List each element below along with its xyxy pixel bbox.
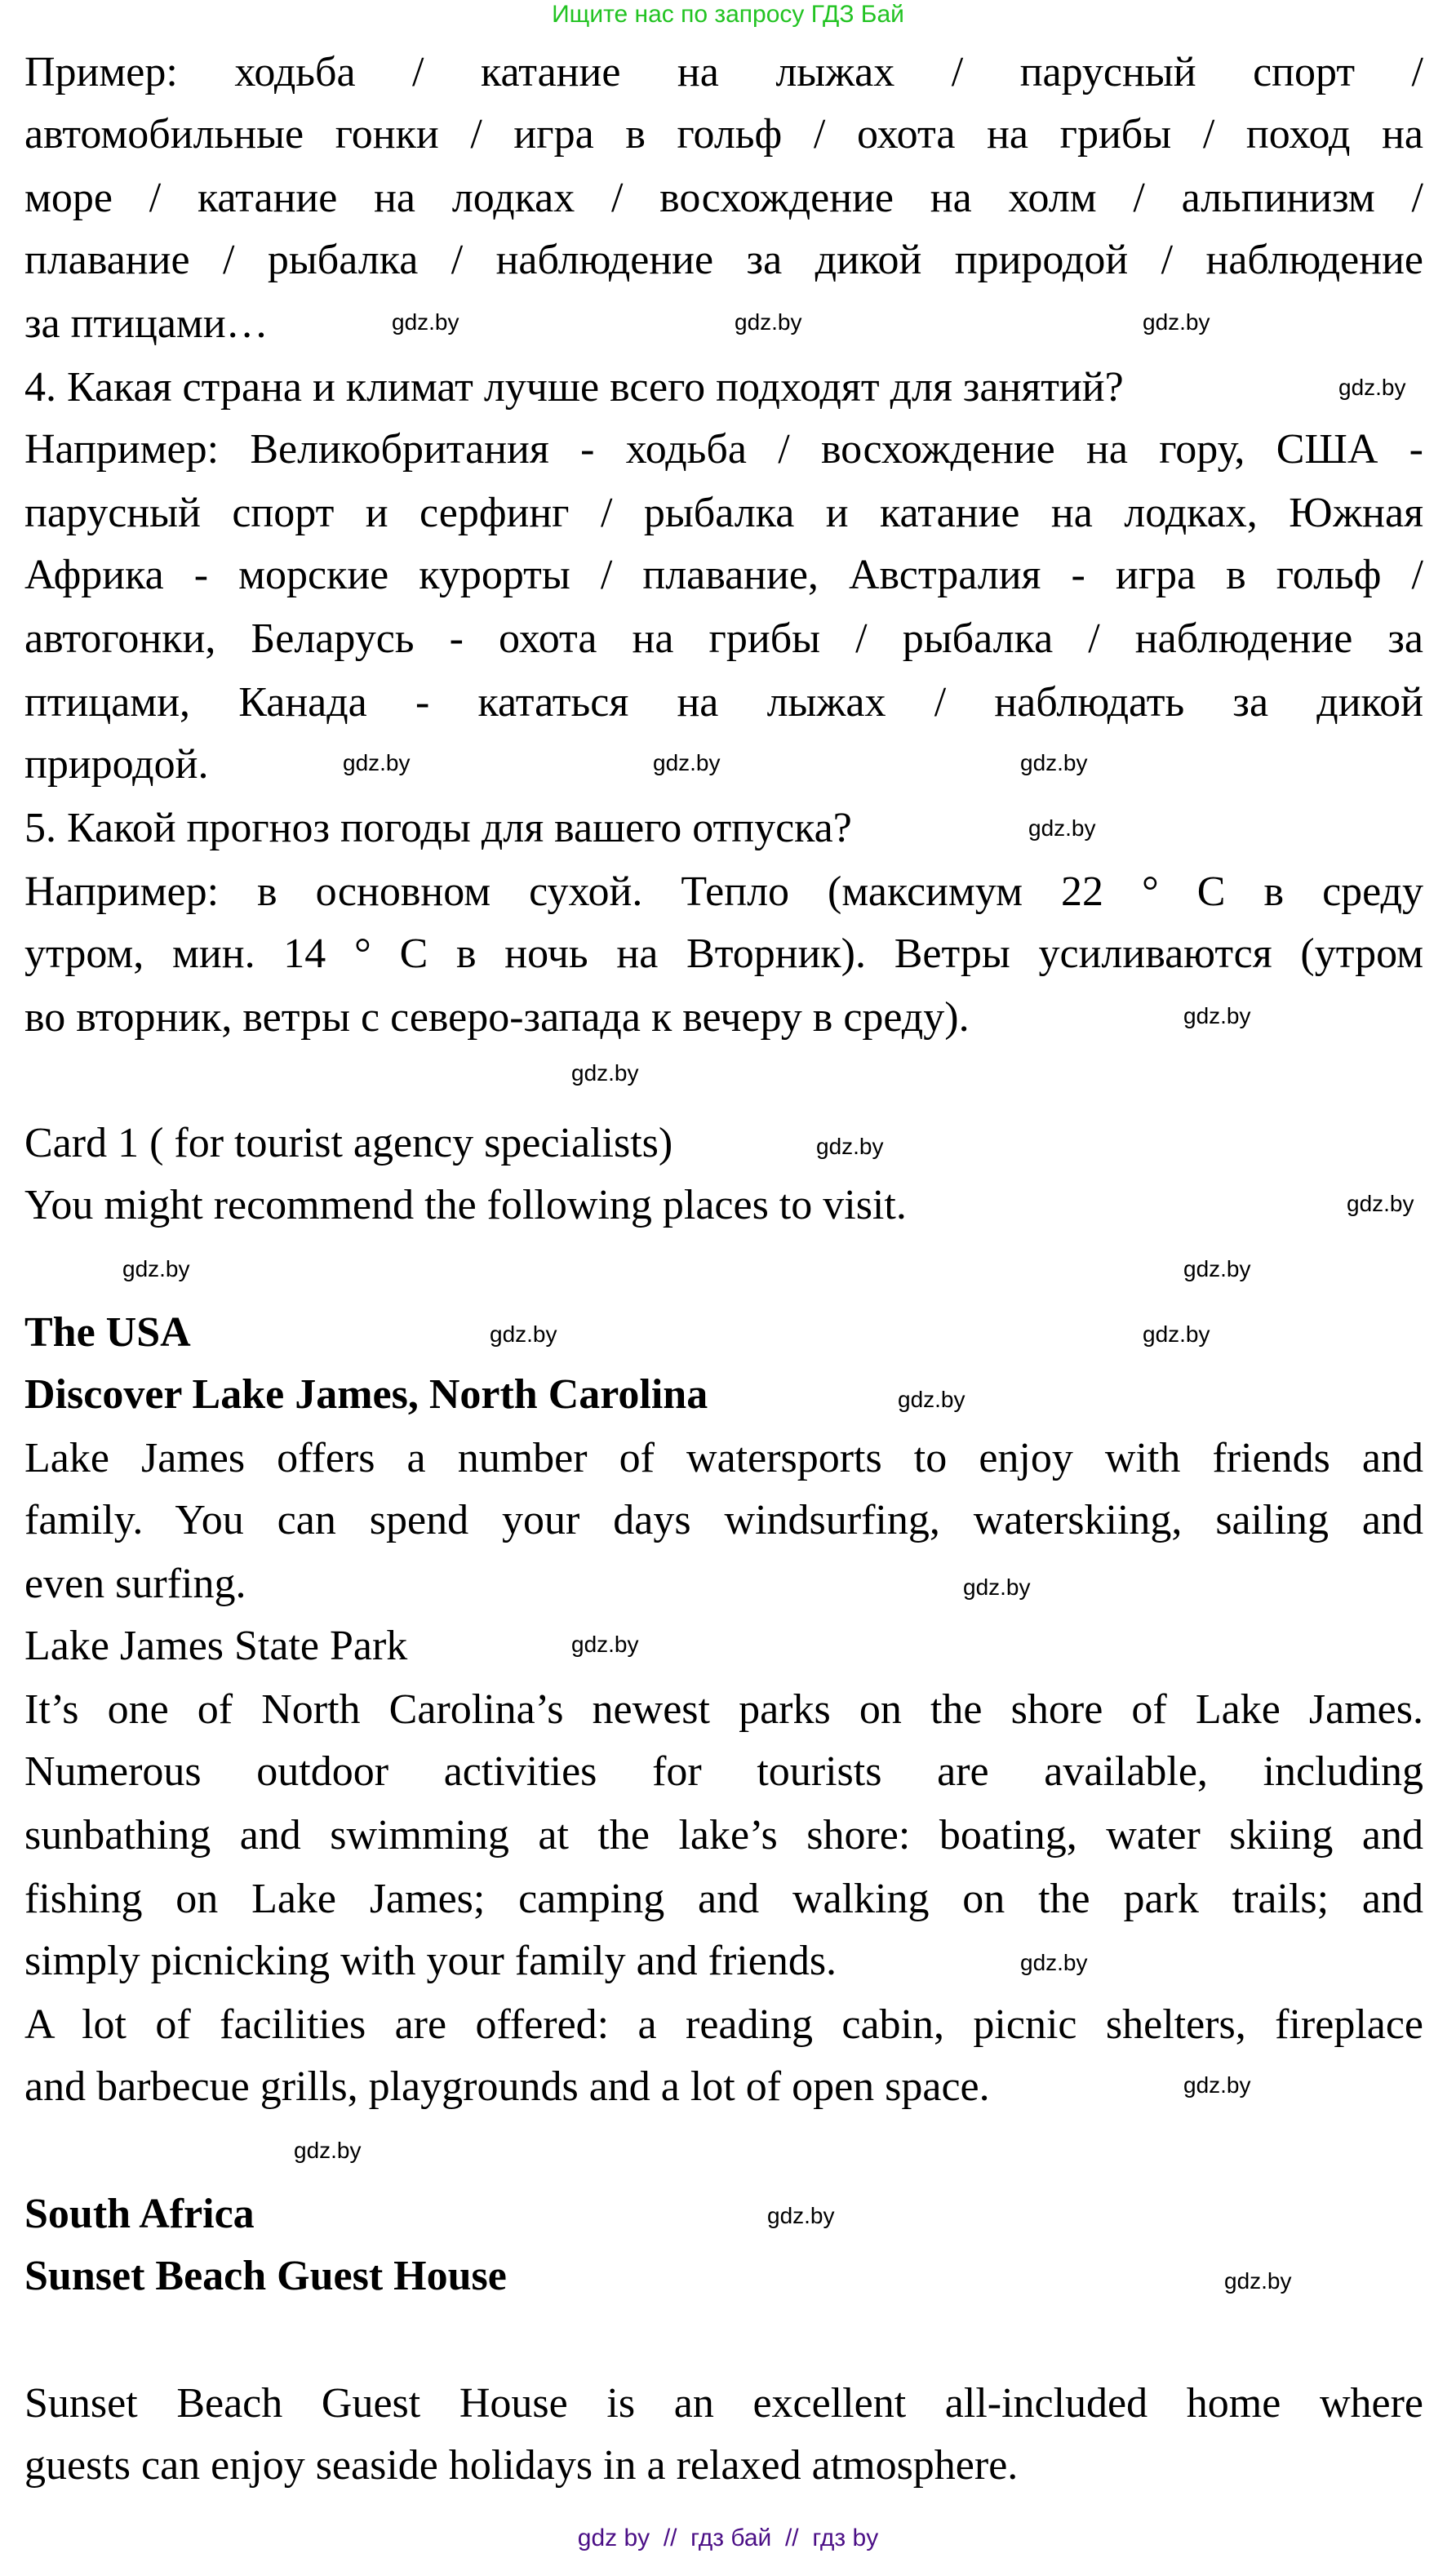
watermark-text: gdz.by <box>490 1321 557 1347</box>
watermark-text: gdz.by <box>653 750 721 775</box>
paragraph-line: guests can enjoy seaside holidays in a relaxed atmosphere. <box>24 2442 1019 2489</box>
watermark-text: gdz.by <box>1183 1003 1251 1028</box>
example-activities-line: Пример: ходьба / катание на лыжах / парусный спорт / <box>24 49 1423 95</box>
watermark-text: gdz.by <box>1347 1191 1414 1216</box>
watermark-text: gdz.by <box>1183 1256 1251 1281</box>
heading-place-line: Discover Lake James, North Carolina <box>24 1371 708 1418</box>
watermark-text: gdz.by <box>1028 815 1096 841</box>
paragraph-line: A lot of facilities are offered: a reading cabin, picnic shelters, fireplace <box>24 2001 1423 2048</box>
site-footer: gdz by // гдз бай // гдз by <box>577 2525 879 2551</box>
watermark-text: gdz.by <box>735 309 802 335</box>
watermark-text: gdz.by <box>1224 2268 1292 2294</box>
search-hint-header: Ищите нас по запросу ГДЗ Бай <box>552 1 904 28</box>
paragraph-line: family. You can spend your days windsurfing, waterskiing, sailing and <box>24 1497 1423 1543</box>
watermark-text: gdz.by <box>1143 309 1210 335</box>
heading-country-line: South Africa <box>24 2191 255 2237</box>
example-activities-line: за птицами… <box>24 300 269 347</box>
watermark-text: gdz.by <box>571 1060 639 1086</box>
subheading-line: Lake James State Park <box>24 1623 408 1669</box>
paragraph-line: sunbathing and swimming at the lake’s shore: boating, water skiing and <box>24 1812 1423 1859</box>
watermark-text: gdz.by <box>816 1134 884 1159</box>
watermark-text: gdz.by <box>767 2203 835 2228</box>
question-5-line: 5. Какой прогноз погоды для вашего отпуска? <box>24 805 852 851</box>
example-activities-line: автомобильные гонки / игра в гольф / охота на грибы / поход на <box>24 111 1423 158</box>
watermark-text: gdz.by <box>343 750 411 775</box>
example-activities-line: плавание / рыбалка / наблюдение за дикой природой / наблюдение <box>24 237 1423 283</box>
answer-4-line: Например: Великобритания - ходьба / восхождение на гору, США - <box>24 426 1423 473</box>
watermark-text: gdz.by <box>1020 1950 1088 1975</box>
watermark-text: gdz.by <box>392 309 459 335</box>
watermark-text: gdz.by <box>963 1574 1031 1600</box>
watermark-text: gdz.by <box>1020 750 1088 775</box>
heading-place-line: Sunset Beach Guest House <box>24 2253 507 2299</box>
paragraph-line: fishing on Lake James; camping and walking on the park trails; and <box>24 1876 1423 1922</box>
heading-country-line: The USA <box>24 1309 191 1356</box>
card-title-line: Card 1 ( for tourist agency specialists) <box>24 1120 673 1166</box>
answer-4-line: природой. <box>24 741 209 788</box>
paragraph-line: even surfing. <box>24 1561 246 1607</box>
paragraph-line: simply picnicking with your family and friends. <box>24 1938 837 1984</box>
paragraph-line: Sunset Beach Guest House is an excellent all-included home where <box>24 2380 1423 2427</box>
watermark-text: gdz.by <box>1183 2072 1251 2098</box>
question-4-line: 4. Какая страна и климат лучше всего подходят для занятий? <box>24 364 1124 411</box>
watermark-text: gdz.by <box>571 1632 639 1657</box>
answer-5-line: утром, мин. 14 ° С в ночь на Вторник). Ветры усиливаются (утром <box>24 930 1423 977</box>
answer-4-line: птицами, Канада - кататься на лыжах / наблюдать за дикой <box>24 679 1423 726</box>
answer-4-line: парусный спорт и серфинг / рыбалка и катание на лодках, Южная <box>24 490 1423 536</box>
answer-5-line: Например: в основном сухой. Тепло (максимум 22 ° С в среду <box>24 868 1423 915</box>
paragraph-line: and barbecue grills, playgrounds and a lot of open space. <box>24 2063 990 2110</box>
answer-5-line: во вторник, ветры с северо-запада к вечеру в среду). <box>24 994 970 1041</box>
answer-4-line: Африка - морские курорты / плавание, Австралия - игра в гольф / <box>24 552 1423 598</box>
watermark-text: gdz.by <box>898 1387 965 1412</box>
paragraph-line: It’s one of North Carolina’s newest parks on the shore of Lake James. <box>24 1686 1423 1733</box>
watermark-text: gdz.by <box>1338 375 1406 400</box>
answer-4-line: автогонки, Беларусь - охота на грибы / рыбалка / наблюдение за <box>24 615 1423 662</box>
watermark-text: gdz.by <box>1143 1321 1210 1347</box>
paragraph-line: Numerous outdoor activities for tourists are available, including <box>24 1748 1423 1795</box>
watermark-text: gdz.by <box>294 2138 362 2163</box>
paragraph-line: Lake James offers a number of watersports to enjoy with friends and <box>24 1435 1423 1481</box>
watermark-text: gdz.by <box>122 1256 190 1281</box>
example-activities-line: море / катание на лодках / восхождение на холм / альпинизм / <box>24 175 1423 221</box>
card-intro-line: You might recommend the following places to visit. <box>24 1182 907 1228</box>
